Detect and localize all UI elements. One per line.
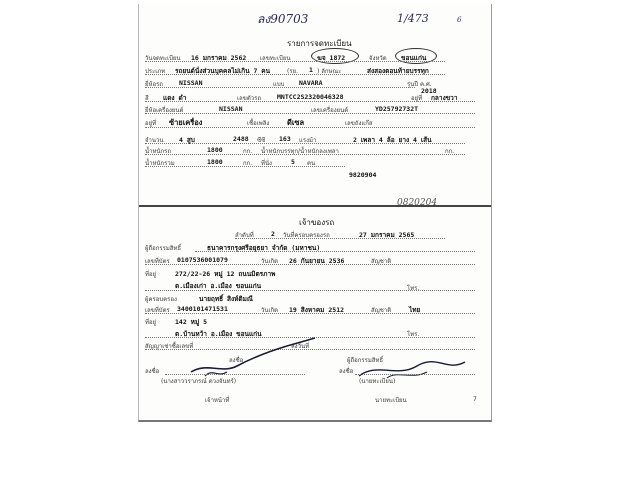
- reg-date-label: วันจดทะเบียน: [145, 55, 181, 62]
- owner-birth: 26 กันยายน 2536: [289, 257, 345, 265]
- document-number: 9820904: [349, 171, 377, 179]
- registrar-stamp-name: (นายทะเบียน): [359, 378, 396, 385]
- plate-number: ฆจ 1872: [317, 54, 346, 62]
- dotted-line: [145, 101, 475, 102]
- chassis-location: กลางขวา: [431, 94, 458, 102]
- sig-left-label: ลงชื่อ: [229, 357, 244, 364]
- province: ขอนแก่น: [401, 54, 427, 62]
- cc-label: ซีซี: [257, 137, 266, 144]
- model-year: 2018: [421, 87, 437, 95]
- engine-no-label: เลขเครื่องยนต์: [311, 107, 349, 114]
- dotted-line: [195, 251, 475, 252]
- possessor-address-label: ที่อยู่: [145, 319, 157, 326]
- character-label: ) ลักษณะ: [317, 68, 342, 75]
- type-label: ประเภท: [145, 68, 166, 75]
- dotted-line: [145, 166, 345, 167]
- dotted-line: [145, 61, 445, 62]
- horsepower: 163: [279, 135, 291, 143]
- possessor-address-line1: 142 หมู่ 5: [175, 318, 208, 326]
- section-divider: [139, 205, 491, 207]
- order-label: ลำดับที่: [235, 232, 254, 239]
- owner-name: ธนาคารกรุงศรีอยุธยา จำกัด (มหาชน): [207, 244, 321, 252]
- dotted-line: [145, 154, 465, 155]
- gas-tank-label: เลขถังแก๊ส: [345, 120, 373, 127]
- dotted-line: [355, 374, 475, 375]
- gross-label: น้ำหนักรวม: [145, 160, 175, 167]
- officer-label: เจ้าหน้าที่: [205, 397, 230, 404]
- engine-number: YD25792732T: [375, 105, 419, 113]
- sig-owner-label: ผู้ถือกรรมสิทธิ์: [347, 357, 384, 364]
- possessor-nationality: ไทย: [409, 306, 421, 314]
- brand-label: ยี่ห้อรถ: [145, 81, 163, 88]
- seats: 5: [291, 158, 295, 166]
- possessor-name: นายฤทธิ์ สิงห์ติมณี: [199, 295, 253, 303]
- contract-date-label: ลงวันที่: [291, 343, 310, 350]
- corner-mark: 6: [457, 16, 462, 24]
- order-number: 2: [271, 230, 275, 238]
- officer-stamp-name: (นางสาววราภรณ์ ดวงจันทร์): [161, 378, 237, 385]
- sig-right-label: ลงชื่อ: [339, 368, 354, 375]
- owner-id: 0107536001079: [177, 256, 228, 264]
- owner-nationality-label: สัญชาติ: [371, 258, 392, 265]
- chassis-label: เลขตัวรถ: [237, 95, 261, 102]
- vehicle-type: รถยนต์นั่งส่วนบุคคลไม่เกิน 7 คน: [175, 67, 271, 75]
- vehicle-weight: 1800: [207, 146, 223, 154]
- owner-address-line2: ต.เมืองเก่า อ.เมือง ขอนแก่น: [175, 282, 262, 290]
- possessor-phone-label: โทร.: [407, 331, 420, 338]
- chassis-number: MNTCC2S2320046328: [277, 93, 344, 101]
- rye-label: (รย.: [287, 68, 298, 75]
- document-title: รายการจดทะเบียน: [287, 39, 352, 48]
- dotted-line: [145, 143, 465, 144]
- possessor-address-line2: ต.บ้านหว้า อ.เมือง ขอนแก่น: [175, 330, 262, 338]
- dotted-line: [145, 290, 475, 291]
- owner-id-label: เลขที่บัตร: [145, 258, 170, 265]
- model: NAVARA: [299, 79, 323, 87]
- weight-label: น้ำหนักรถ: [145, 148, 172, 155]
- cylinders: 4 สูบ: [179, 136, 195, 144]
- reg-date: 16 มกราคม 2562: [191, 54, 247, 62]
- possessor-label: ผู้ครอบครอง: [145, 296, 177, 303]
- axles-wheels: 2 เพลา 4 ล้อ ยาง 4 เส้น: [353, 136, 432, 144]
- location-label: อยู่ที่: [411, 95, 423, 102]
- contract-label: สัญญาเช่าซื้อเลขที่: [145, 343, 194, 350]
- registration-document: [138, 4, 492, 422]
- possession-date: 27 มกราคม 2565: [359, 231, 415, 239]
- gross-weight: 1800: [207, 158, 223, 166]
- dotted-line: [145, 87, 415, 88]
- sig-owner-sign-label: ลงชื่อ: [145, 368, 160, 375]
- owner-phone-label: โทร.: [407, 285, 420, 292]
- handwritten-page: 1/473: [397, 12, 429, 25]
- engine-cc: 2488: [233, 135, 249, 143]
- dotted-line: [165, 374, 305, 375]
- gross-unit: กก.: [243, 160, 253, 167]
- engine-brand-label: ยี่ห้อเครื่องยนต์: [145, 107, 184, 114]
- color-label: สี: [145, 95, 149, 102]
- cylinders-label: จำนวน: [145, 137, 164, 144]
- year-label: รุ่นปี ค.ศ.: [407, 81, 432, 88]
- weight-unit: กก.: [243, 148, 253, 155]
- rye-value: 1: [309, 66, 313, 74]
- stamp-number: 0820204: [397, 198, 438, 208]
- brand: NISSAN: [179, 79, 203, 87]
- hp-label: แรงม้า: [299, 137, 317, 144]
- vehicle-character: ส่งสองตอนท้ายบรรทุก: [367, 67, 429, 75]
- load-label: น้ำหนักบรรทุก/น้ำหนักลงเพลา: [261, 148, 339, 155]
- vehicle-color: แดง ดำ: [163, 94, 187, 102]
- province-label: จังหวัด: [369, 55, 387, 62]
- seats-unit: คน: [307, 160, 316, 167]
- dotted-line: [145, 313, 475, 314]
- engine-location: ซ้ายเครื่อง: [169, 118, 203, 127]
- engine-brand: NISSAN: [219, 105, 243, 113]
- dotted-line: [145, 127, 475, 128]
- owner-section-title: เจ้าของรถ: [299, 218, 335, 227]
- fuel-type: ดีเซล: [287, 118, 305, 127]
- possession-date-label: วันที่ครอบครองรถ: [283, 232, 330, 239]
- handwritten-number: ลง90703: [257, 12, 309, 26]
- possessor-birth: 19 สิงหาคม 2512: [289, 306, 345, 314]
- fuel-label: เชื้อเพลิง: [247, 120, 270, 127]
- plate-label: เลขทะเบียน: [260, 55, 291, 62]
- dotted-line: [145, 264, 475, 265]
- possessor-id: 3400101471531: [177, 305, 228, 313]
- owner-label: ผู้ถือกรรมสิทธิ์: [145, 245, 182, 252]
- dotted-line: [235, 238, 445, 239]
- dotted-line: [145, 113, 475, 114]
- load-unit: กก.: [445, 148, 455, 155]
- dotted-line: [145, 74, 445, 75]
- possessor-birth-label: วันเกิด: [261, 307, 279, 314]
- owner-address-label: ที่อยู่: [145, 271, 157, 278]
- engine-loc-label: อยู่ที่: [145, 120, 157, 127]
- model-label: แบบ: [273, 81, 285, 88]
- seats-label: ที่นั่ง: [261, 160, 272, 167]
- possessor-nationality-label: สัญชาติ: [371, 307, 392, 314]
- owner-address-line1: 272/22-26 หมู่ 12 ถนนมิตรภาพ: [175, 270, 276, 278]
- possessor-id-label: เลขที่บัตร: [145, 307, 170, 314]
- page-number: 7: [473, 396, 477, 403]
- registrar-label: นายทะเบียน: [375, 397, 407, 404]
- owner-birth-label: วันเกิด: [261, 258, 279, 265]
